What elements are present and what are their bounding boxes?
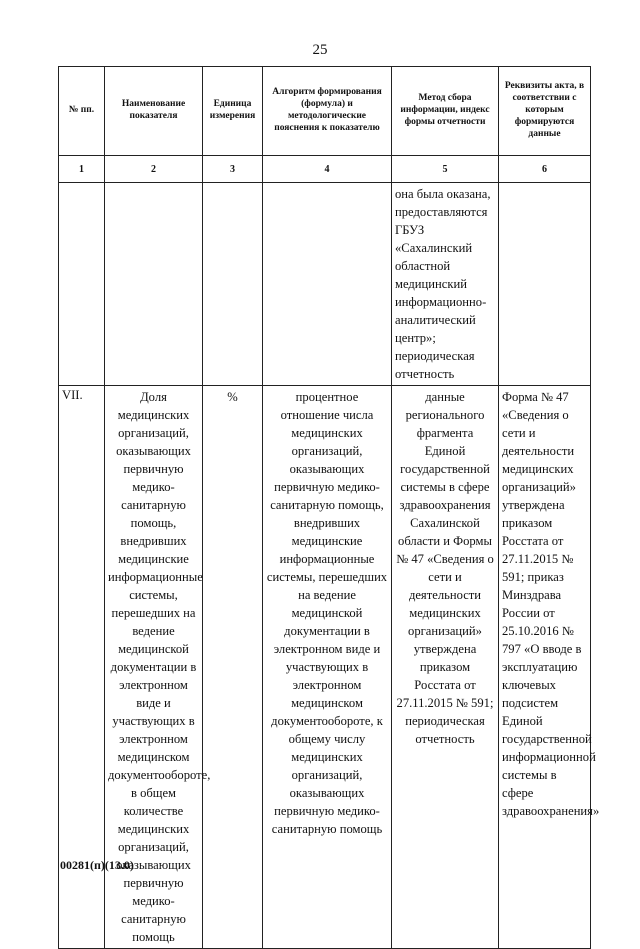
indicators-table [58,66,600,949]
header-algorithm: Алгоритм формирования (формула) и методологические пояснения к показателю [263,67,392,156]
indicator-name: Доля медицинских организаций, оказывающих первичную медико-санитарную помощь, внедривших медицинские информационные системы, перешедших на ведение медицинской документации в электронном виде и участвующих в электронном медицинском документообороте, в общем количестве медицинских организаций, оказывающих первичную медико-санитарную помощь [105,386,203,949]
header-name: Наименование показателя [105,67,203,156]
cell-empty [203,183,263,386]
header-number: № пп. [59,67,105,156]
requisites-text: Форма № 47 «Сведения о сети и деятельности медицинских организаций» утверждена приказом Росстата от 27.11.2015 № 591; приказ Минздрава России от 25.10.2016 № 797 «О вводе в эксплуатацию ключевых подсистем Единой государственной информационной системы в сфере здравоохранения» [499,386,591,949]
cell-empty [105,183,203,386]
page-number: 25 [312,42,328,58]
header-row [59,67,591,156]
header-method: Метод сбора информации, индекс формы отчетности [392,67,499,156]
column-number: 5 [392,156,499,183]
header-unit: Единица измерения [203,67,263,156]
continuation-row [59,183,591,386]
method-text: данные регионального фрагмента Единой государственной системы в сфере здравоохранения Сахалинской области и Формы № 47 «Сведения о сети и деятельности медицинских организаций» утверждена приказом Росстата от 27.11.2015 № 591; периодическая отчетность [392,386,499,949]
column-number: 6 [499,156,591,183]
column-number-row [59,156,591,183]
cell-empty [499,183,591,386]
cell-empty [59,183,105,386]
row-number: VII. [59,386,105,949]
column-number: 4 [263,156,392,183]
table-row-vii [59,386,591,949]
document-code: 00281(п)(13.0) [60,858,134,872]
cell-empty [263,183,392,386]
header-requisites: Реквизиты акта, в соответствии с которым формируются данные [499,67,591,156]
column-number: 1 [59,156,105,183]
algorithm-text: процентное отношение числа медицинских организаций, оказывающих первичную медико-санитарную помощь, внедривших медицинские информационные системы, перешедших на ведение медицинской документации в электронном виде и участвующих в электронном медицинском документообороте, к общему числу медицинских организаций, оказывающих первичную медико-санитарную помощь [263,386,392,949]
continuation-method-text: она была оказана, предоставляются ГБУЗ «Сахалинский областной медицинский информационно-аналитический центр»; периодическая отчетность [392,183,499,386]
column-number: 3 [203,156,263,183]
column-number: 2 [105,156,203,183]
unit-of-measure: % [203,386,263,949]
